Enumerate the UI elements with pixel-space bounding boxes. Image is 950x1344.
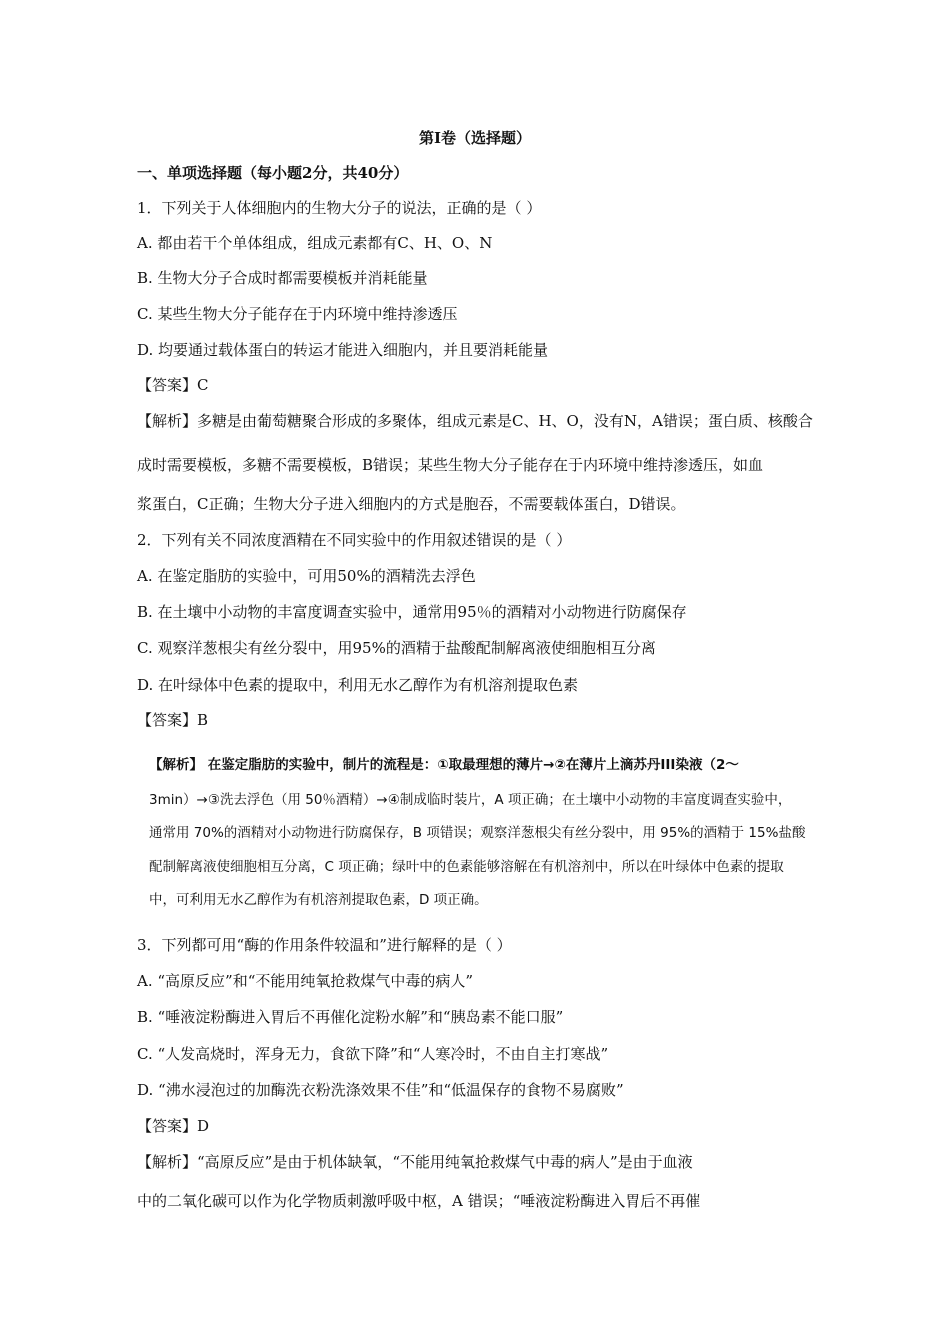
question-1-answer: 【答案】C	[137, 376, 209, 394]
question-3-option-d: D. “沸水浸泡过的加酶洗衣粉洗涤效果不佳”和“低温保存的食物不易腐败”	[137, 1081, 624, 1099]
question-3-option-a: A. “高原反应”和“不能用纯氧抢救煤气中毒的病人”	[137, 972, 474, 990]
question-1-option-d: D. 均要通过载体蛋白的转运才能进入细胞内，并且要消耗能量	[137, 341, 549, 359]
question-1-explanation-line: 【解析】多糖是由葡萄糖聚合形成的多聚体，组成元素是C、H、O，没有N，A错误；蛋白质、核酸合	[137, 412, 813, 430]
section-heading: 一、单项选择题（每小题2分，共40分）	[137, 164, 409, 182]
question-3-answer: 【答案】D	[137, 1117, 210, 1135]
question-1-option-c: C. 某些生物大分子能存在于内环境中维持渗透压	[137, 305, 458, 323]
question-2-option-a: A. 在鉴定脂肪的实验中，可用50%的酒精洗去浮色	[137, 567, 476, 585]
question-2-stem: 2．下列有关不同浓度酒精在不同实验中的作用叙述错误的是（ ）	[137, 531, 572, 549]
question-2-explanation-line: 通常用 70%的酒精对小动物进行防腐保存，B 项错误；观察洋葱根尖有丝分裂中，用 95%的酒精于 15%盐酸	[149, 825, 806, 841]
question-3-option-c: C. “人发高烧时，浑身无力，食欲下降”和“人寒冷时，不由自主打寒战”	[137, 1045, 609, 1063]
question-2-option-d: D. 在叶绿体中色素的提取中，利用无水乙醇作为有机溶剂提取色素	[137, 676, 579, 694]
question-3-explanation-line: 【解析】“高原反应”是由于机体缺氧，“不能用纯氧抢救煤气中毒的病人”是由于血液	[137, 1153, 693, 1171]
question-2-explanation-line: 中，可利用无水乙醇作为有机溶剂提取色素，D 项正确。	[149, 892, 488, 908]
question-3-option-b: B. “唾液淀粉酶进入胃后不再催化淀粉水解”和“胰岛素不能口服”	[137, 1008, 564, 1026]
paper-title: 第Ⅰ卷（选择题）	[418, 129, 532, 147]
question-1-option-a: A. 都由若干个单体组成，组成元素都有C、H、O、N	[137, 234, 493, 252]
question-1-explanation-line: 浆蛋白，C正确；生物大分子进入细胞内的方式是胞吞，不需要载体蛋白，D错误。	[137, 495, 686, 513]
question-1-explanation-line: 成时需要模板，多糖不需要模板，B错误；某些生物大分子能存在于内环境中维持渗透压，如血	[137, 456, 764, 474]
question-2-explanation-line: 3min）→③洗去浮色（用 50％酒精）→④制成临时装片，A 项正确；在土壤中小动物的丰富度调查实验中，	[149, 792, 792, 808]
question-3-stem: 3．下列都可用“酶的作用条件较温和”进行解释的是（ ）	[137, 936, 512, 954]
question-3-explanation-line: 中的二氧化碳可以作为化学物质刺激呼吸中枢，A 错误；“唾液淀粉酶进入胃后不再催	[137, 1192, 701, 1210]
question-2-answer: 【答案】B	[137, 711, 209, 729]
question-2-explanation-line: 【解析】 在鉴定脂肪的实验中，制片的流程是：①取最理想的薄片→②在薄片上滴苏丹III染液（2～	[149, 757, 739, 773]
question-2-option-c: C. 观察洋葱根尖有丝分裂中，用95%的酒精于盐酸配制解离液使细胞相互分离	[137, 639, 656, 657]
question-2-option-b: B. 在土壤中小动物的丰富度调查实验中，通常用95％的酒精对小动物进行防腐保存	[137, 603, 687, 621]
question-2-explanation-line: 配制解离液使细胞相互分离，C 项正确；绿叶中的色素能够溶解在有机溶剂中，所以在叶绿体中色素的提取	[149, 859, 784, 875]
question-1-option-b: B. 生物大分子合成时都需要模板并消耗能量	[137, 269, 428, 287]
question-1-stem: 1．下列关于人体细胞内的生物大分子的说法，正确的是（ ）	[137, 199, 542, 217]
